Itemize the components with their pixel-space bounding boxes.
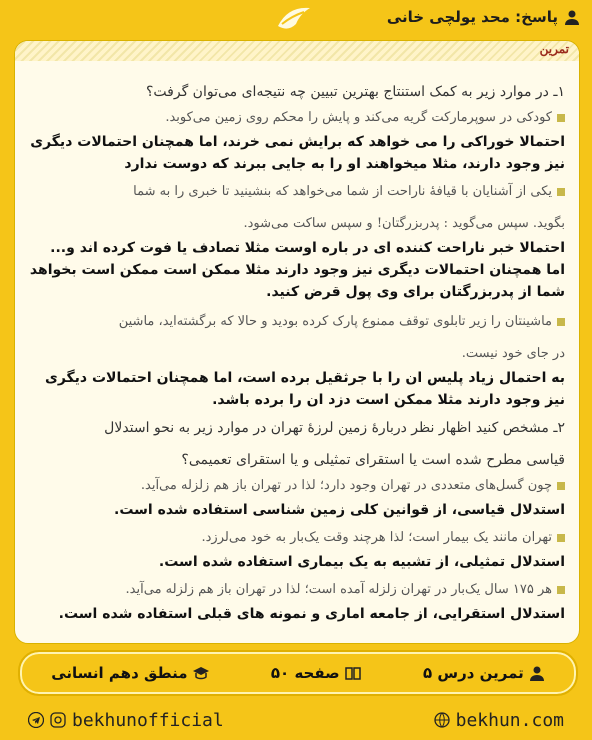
social-handle[interactable] <box>28 710 224 731</box>
question-1: ۱ـ در موارد زیر به کمک استنتاج بهترین تبیین چه نتیجه‌ای می‌توان گرفت؟ <box>145 84 565 100</box>
lesson-label: تمرین درس ۵ <box>423 664 524 682</box>
case-5-text: تهران مانند یک بیمار است؛ لذا هرچند وقت یک‌بار به خود می‌لرزد. <box>201 530 552 545</box>
website-text[interactable]: bekhun.com <box>455 709 564 731</box>
instagram-icon[interactable] <box>50 712 66 728</box>
answer-author <box>387 8 580 26</box>
website[interactable] <box>434 710 564 731</box>
bekhun-logo <box>274 2 314 36</box>
lesson-info-bar <box>18 650 578 696</box>
case-6-text: هر ۱۷۵ سال یک‌بار در تهران زلزله آمده است؛ لذا در تهران باز هم زلزله می‌آید. <box>125 582 552 597</box>
case-3-text-a: ماشینتان را زیر تابلوی توقف ممنوع پارک کرده بودید و حالا که برگشته‌اید، ماشین <box>118 314 552 329</box>
case-2-text-a: یکی از آشنایان با قیافهٔ ناراحت از شما می‌خواهد که بنشینید تا خبری را به شما <box>133 184 552 199</box>
handle-text[interactable]: bekhunofficial <box>72 709 224 731</box>
exercise-tag <box>15 41 579 61</box>
graduation-cap-icon <box>193 665 209 681</box>
answer-3: به احتمال زیاد پلیس ان را با جرثقیل برده است، اما همچنان احتمالات دیگری نیز وجود دارند مثلا ممکن است دزد ان را برده باشد. <box>44 370 565 408</box>
header-bar <box>0 0 592 36</box>
case-4 <box>29 473 565 499</box>
answer-6: استدلال استقرایی، از جامعه اماری و نمونه های قبلی استفاده شده است. <box>58 606 565 622</box>
case-3 <box>29 309 565 335</box>
answer-2: احتمالا خبر ناراحت کننده ای در باره اوست مثلا تصادف یا فوت کرده اند و... اما همچنان احتمالات دیگری نیز وجود دارند مثلا ممکن است ممکن است بخواهد شما از پدربزرگتان برای وی پول قرض کنید. <box>29 240 565 300</box>
question-2a: ۲ـ مشخص کنید اظهار نظر دربارهٔ زمین لرزهٔ تهران در موارد زیر به نحو استدلال <box>104 420 565 436</box>
globe-icon[interactable] <box>434 712 450 728</box>
case-5 <box>29 525 565 551</box>
bullet-icon <box>557 318 565 326</box>
case-3-cont: در جای خود نیست. <box>461 346 565 361</box>
social-bar <box>0 700 592 740</box>
author-label: پاسخ: محد یولچی خانی <box>386 8 558 26</box>
book-segment <box>51 664 208 682</box>
question-2b: قیاسی مطرح شده است یا استقرای تمثیلی و یا استقرای تعمیمی؟ <box>181 452 565 468</box>
answer-4: استدلال قیاسی، از قوانین کلی زمین شناسی استفاده شده است. <box>114 502 565 518</box>
answer-5: استدلال تمثیلی، از تشبیه به یک بیماری استفاده شده است. <box>158 554 565 570</box>
answer-1: احتمالا خوراکی را می خواهد که برایش نمی خرند، اما همچنان احتمالات دیگری نیز وجود دارند، مثلا میخواهند او را به جایی ببرند که دوست ندارد <box>30 134 565 172</box>
bullet-icon <box>557 188 565 196</box>
bullet-icon <box>557 482 565 490</box>
bullet-icon <box>557 114 565 122</box>
case-1 <box>29 105 565 131</box>
exercise-card <box>14 40 580 644</box>
user-icon <box>564 9 580 25</box>
page-label: صفحه ۵۰ <box>270 664 340 682</box>
telegram-icon[interactable] <box>28 712 44 728</box>
bullet-icon <box>557 534 565 542</box>
case-2-cont: بگوید. سپس می‌گوید : پدربزرگتان! و سپس ساکت می‌شود. <box>243 216 565 231</box>
book-icon <box>345 665 361 681</box>
exercise-tag-label: تمرین <box>539 42 569 56</box>
bullet-icon <box>557 586 565 594</box>
exercise-content <box>29 67 565 625</box>
case-6 <box>29 577 565 603</box>
case-1-text: کودکی در سوپرمارکت گریه می‌کند و پایش را محکم روی زمین می‌کوبد. <box>165 110 552 125</box>
lesson-segment <box>423 664 545 682</box>
case-2 <box>29 179 565 205</box>
book-label: منطق دهم انسانی <box>51 664 188 682</box>
case-4-text: چون گسل‌های متعددی در تهران وجود دارد؛ لذا در تهران باز هم زلزله می‌آید. <box>140 478 552 493</box>
page-segment <box>271 664 361 682</box>
student-icon <box>529 665 545 681</box>
